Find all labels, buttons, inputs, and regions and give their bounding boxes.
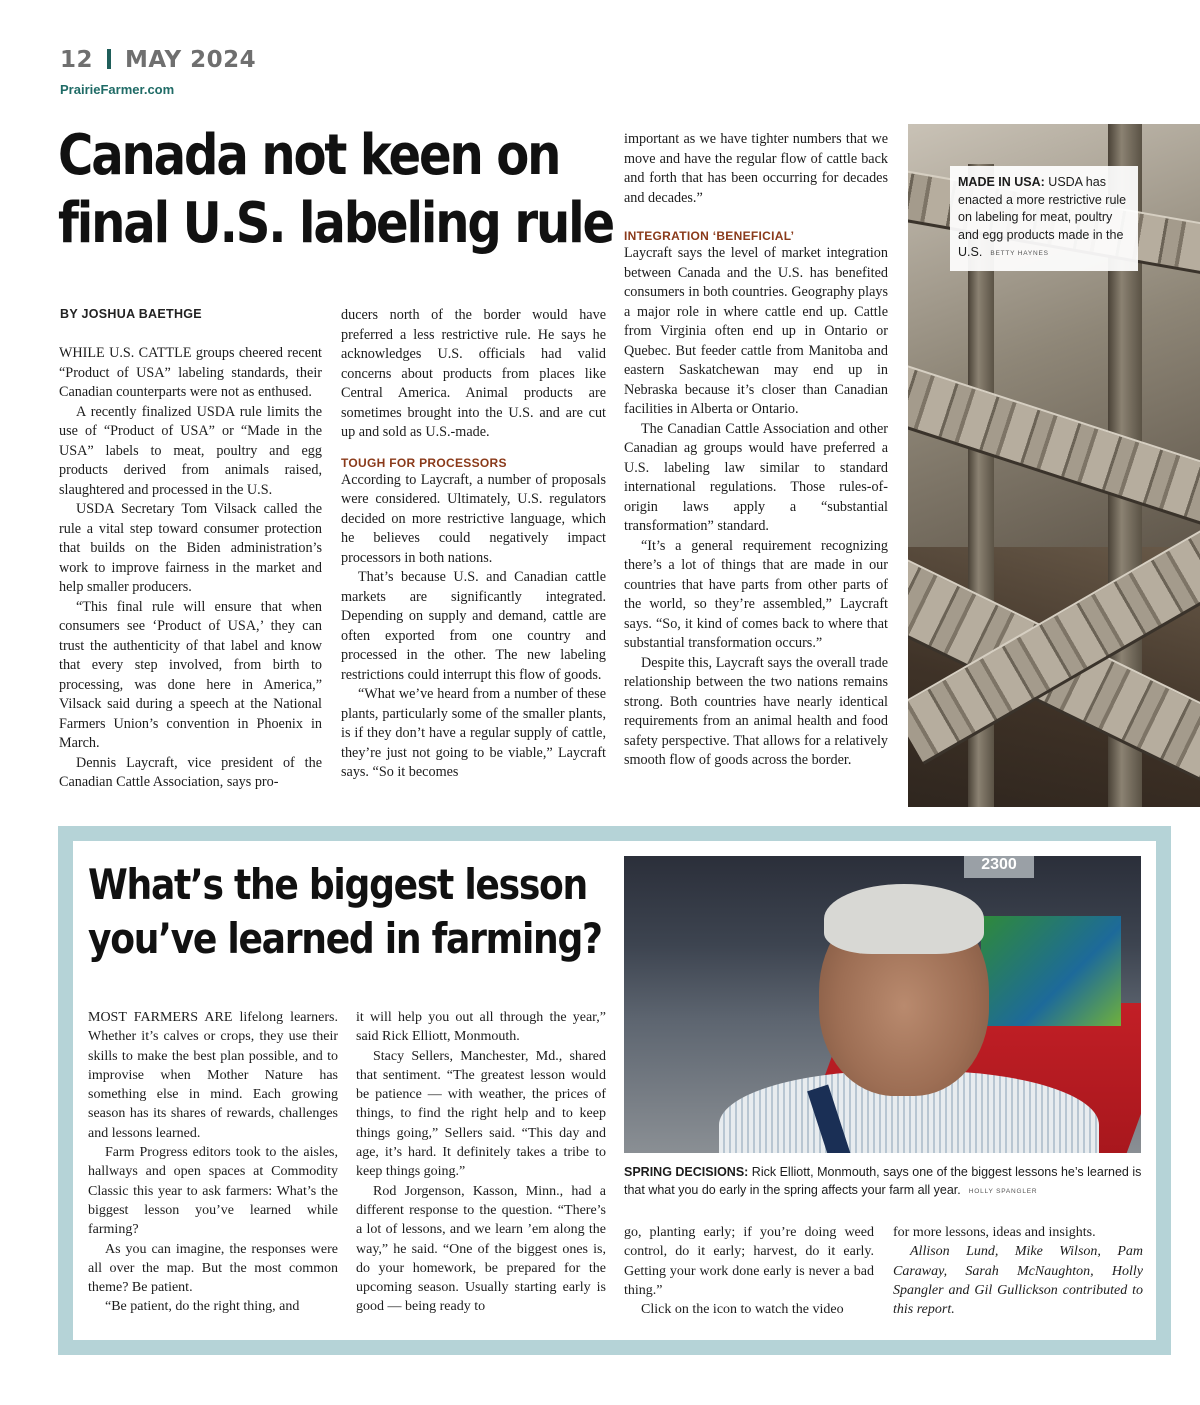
article-paragraph: “It’s a general requirement recognizing there’s a lot of things that are made in our countries that have parts from other parts of the world, so they’re assembled,” Laycraft says. “So, it kind of comes back to where that substantial transformation occurs.” — [624, 537, 888, 651]
article-headline — [58, 122, 613, 258]
sidebar-title — [88, 858, 602, 966]
sidebar-paragraph: Stacy Sellers, Manchester, Md., shared that sentiment. “The greatest lesson would be patience — with weather, the prices of things, to find the right help and to keep things going,” Sellers said. “This day and age, it’s hard. It definitely takes a tribe to keep things going.” — [356, 1048, 606, 1180]
article-paragraph: ducers north of the border would have preferred a less restrictive rule. He says he acknowledges U.S. officials had valid concerns about products from places like Central America. Animal products are sometimes brought into the U.S. and are cut up and sold as U.S.-made. — [341, 307, 606, 440]
headline-line-1: Canada not keen on — [58, 123, 560, 188]
site-link[interactable]: PrairieFarmer.com — [60, 82, 175, 97]
portrait-hair — [824, 884, 984, 954]
article-paragraph: important as we have tighter numbers that we move and have the regular flow of cattle back and forth that has been occurring for decades and decades.” — [624, 131, 888, 206]
page-number: 12 — [60, 47, 94, 73]
sidebar-column-2 — [356, 1008, 606, 1317]
article-paragraph: A recently finalized USDA rule limits the use of “Product of USA” or “Made in the USA” labels to meat, poultry and egg products derived from animals raised, slaughtered and processed in the U.S. — [59, 403, 322, 498]
fence-photo-caption — [950, 166, 1138, 271]
sidebar-paragraph: “Be patient, do the right thing, and — [105, 1299, 300, 1315]
booth-number-sign: 2300 — [964, 856, 1034, 878]
caption-label: SPRING DECISIONS: — [624, 1165, 749, 1179]
caption-label: MADE IN USA: — [958, 175, 1045, 189]
contributors-credit: Allison Lund, Mike Wilson, Pam Caraway, Sarah McNaughton, Holly Spangler and Gil Gullickson contributed to this report. — [893, 1244, 1143, 1318]
photo-credit: HOLLY SPANGLER — [968, 1188, 1038, 1195]
lead-in-caps: MOST FARMERS ARE — [88, 1010, 233, 1025]
caption-text: USDA has enacted a more restrictive rule on labeling for meat, poultry and egg products made in the U.S. — [958, 175, 1127, 259]
sidebar-title-line-1: What’s the biggest lesson — [88, 860, 587, 909]
lead-in-caps: WHILE U.S. CATTLE — [59, 345, 192, 361]
article-paragraph: USDA Secretary Tom Vilsack called the rule a vital step toward consumer protection that builds on the Biden administration’s work to improve fairness in the market and help smaller producers. — [59, 501, 322, 595]
rick-elliott-photo-caption — [624, 1163, 1144, 1201]
subhead-integration-beneficial: INTEGRATION ‘BENEFICIAL’ — [624, 229, 795, 243]
article-paragraph: That’s because U.S. and Canadian cattle markets are significantly integrated. Depending on supply and demand, cattle are often exported from one country and processed in the other. The new labeling restrictions could interrupt this flow of goods. — [341, 569, 606, 683]
rick-elliott-photo — [624, 856, 1141, 1153]
article-column-3 — [624, 130, 888, 771]
sidebar-paragraph: go, planting early; if you’re doing weed control, do it early; harvest, do it early. Getting your work done early is never a bad thing.” — [624, 1225, 874, 1298]
article-paragraph: According to Laycraft, a number of proposals were considered. Ultimately, U.S. regulators decided on more restrictive language, which he believes could negatively impact processors in both nations. — [341, 471, 606, 566]
sidebar-paragraph: As you can imagine, the responses were all over the map. But the most common theme? Be patient. — [88, 1241, 338, 1296]
sidebar-paragraph: MOST FARMERS ARE lifelong learners. Whether it’s calves or crops, they use their skills to make the best plan possible, and to improvise when Mother Nature has something else in mind. Each growing season has its shares of rewards, challenges and lessons learned. — [88, 1010, 338, 1141]
sidebar-title-line-2: you’ve learned in farming? — [88, 914, 602, 963]
folio-divider — [107, 49, 111, 69]
article-paragraph: “This final rule will ensure that when consumers see ‘Product of USA,’ they can trust the authenticity of that label and know that every step involved, from birth to processing, was done here in America,” Vilsack said during a speech at the National Farmers Union’s convention in Phoenix in March. — [59, 598, 322, 751]
sidebar-paragraph: Farm Progress editors took to the aisles, hallways and open spaces at Commodity Classic this year to ask farmers: What’s the biggest lesson you’ve learned while farming? — [88, 1145, 338, 1238]
fence-rail — [908, 355, 1200, 543]
caption-text: Rick Elliott, Monmouth, says one of the biggest lessons he’s learned is that what you do early in the spring affects your farm all year. — [624, 1165, 1142, 1197]
sidebar-column-1 — [88, 1008, 338, 1317]
article-column-2 — [341, 306, 606, 783]
photo-credit: BETTY HAYNES — [990, 250, 1049, 257]
subhead-tough-for-processors: TOUGH FOR PROCESSORS — [341, 455, 507, 470]
article-paragraph: The Canadian Cattle Association and other Canadian ag groups would have preferred a U.S. labeling law similar to standard international regulations. Those rules-of-origin laws apply a “substantial transformation” standard. — [624, 420, 888, 534]
sidebar-paragraph: it will help you out all through the year,” said Rick Elliott, Monmouth. — [356, 1010, 606, 1045]
article-paragraph: Despite this, Laycraft says the overall trade relationship between the two nations remains strong. Both countries have nearly identical requirements from an animal health and food safety perspective. That allows for a relatively smooth flow of goods across the border. — [624, 654, 888, 768]
headline-line-2: final U.S. labeling rule — [58, 191, 613, 256]
sidebar-paragraph: Rod Jorgenson, Kasson, Minn., had a different response to the question. “There’s a lot of lessons, and we learn ’em along the way,” he said. “One of the biggest ones is, do your homework, be prepared for the upcoming season. Usually starting early is good — being ready to — [356, 1183, 606, 1315]
article-paragraph: Dennis Laycraft, vice president of the Canadian Cattle Association, says pro- — [59, 754, 322, 790]
sidebar-paragraph: for more lessons, ideas and insights. — [893, 1225, 1096, 1240]
page-folio — [60, 47, 256, 73]
article-paragraph: WHILE U.S. CATTLE groups cheered recent “Product of USA” labeling standards, their Canadian counterparts were not as enthused. — [59, 345, 322, 400]
article-paragraph: Laycraft says the level of market integration between Canada and the U.S. has benefited consumers in both countries. Geography plays a major role in where cattle end up. Cattle from Virginia often end up in Ontario or Quebec. But feeder cattle from Manitoba and eastern Saskatchewan may end up in Nebraska because it’s closer than Canadian facilities in Alberta or Ontario. — [624, 245, 888, 417]
sidebar-column-3 — [624, 1223, 874, 1319]
issue-date: MAY 2024 — [125, 47, 257, 73]
article-column-1 — [59, 344, 322, 793]
sidebar-column-4 — [893, 1223, 1143, 1319]
byline: BY JOSHUA BAETHGE — [60, 307, 202, 321]
sidebar-paragraph: Click on the icon to watch the video — [641, 1302, 844, 1318]
exhibit-booth — [981, 916, 1121, 1026]
article-paragraph: “What we’ve heard from a number of these plants, particularly some of the smaller plants, is if they don’t have a regular supply of cattle, they’re just not going to be viable,” Laycraft says. “So it becomes — [341, 686, 606, 780]
